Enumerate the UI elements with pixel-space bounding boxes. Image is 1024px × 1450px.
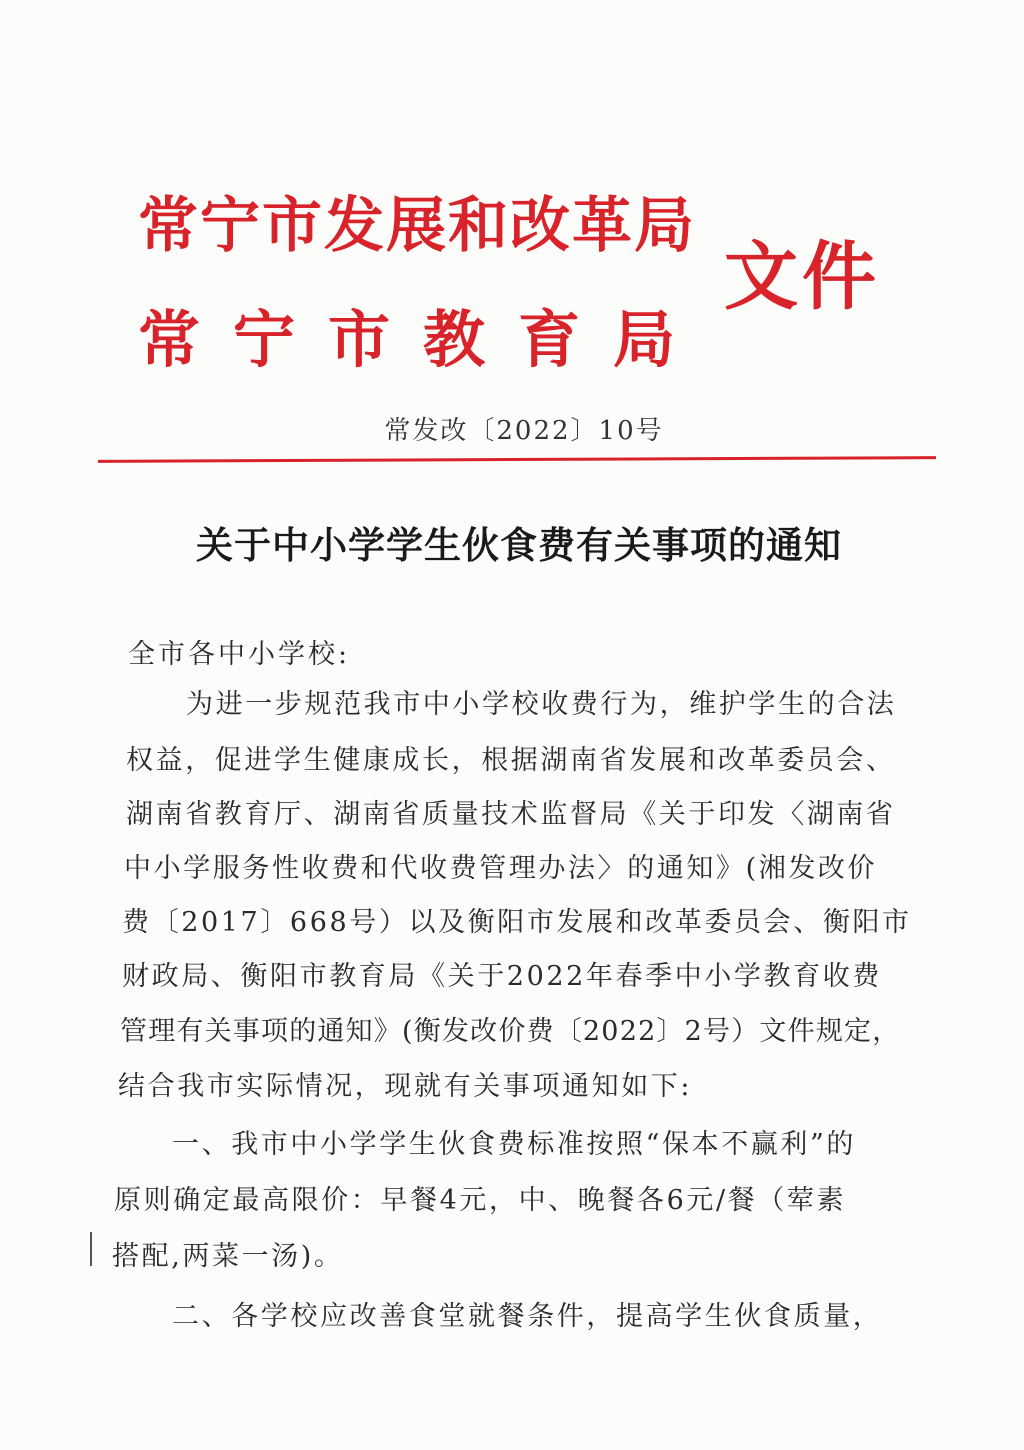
body-line-7: 管理有关事项的通知》(衡发改价费〔2022〕2号）文件规定，: [120, 1016, 901, 1047]
body-line-12: 二、各学校应改善食堂就餐条件，提高学生伙食质量，: [172, 1301, 883, 1332]
document-number: 常发改〔2022〕10号: [384, 416, 664, 446]
body-line-8: 结合我市实际情况，现就有关事项通知如下:: [118, 1071, 693, 1102]
body-line-9: 一、我市中小学学生伙食费标准按照“保本不赢利”的: [172, 1129, 857, 1160]
body-line-4: 中小学服务性收费和代收费管理办法〉的通知》(湘发改价: [124, 853, 878, 884]
body-line-11: 搭配,两菜一汤)。: [112, 1241, 344, 1272]
salutation: 全市各中小学校:: [128, 639, 351, 670]
body-line-10: 原则确定最高限价：早餐4元，中、晚餐各6元/餐（荤素: [114, 1185, 847, 1216]
document-word: 文件: [724, 234, 880, 320]
body-line-5: 费〔2017〕668号）以及衡阳市发展和改革委员会、衡阳市: [122, 907, 912, 938]
red-divider-line: [98, 456, 936, 463]
body-line-6: 财政局、衡阳市教育局《关于2022年春季中小学教育收费: [122, 961, 882, 992]
margin-mark: [90, 1232, 92, 1266]
notice-title: 关于中小学学生伙食费有关事项的通知: [196, 523, 842, 567]
issuer-line-1: 常宁市发展和改革局: [138, 191, 696, 261]
body-line-1: 为进一步规范我市中小学校收费行为，维护学生的合法: [186, 689, 897, 720]
body-line-2: 权益，促进学生健康成长，根据湖南省发展和改革委员会、: [126, 745, 896, 776]
body-line-3: 湖南省教育厅、湖南省质量技术监督局《关于印发〈湖南省: [126, 799, 896, 830]
issuer-line-2: 常宁市教育局: [138, 303, 709, 376]
